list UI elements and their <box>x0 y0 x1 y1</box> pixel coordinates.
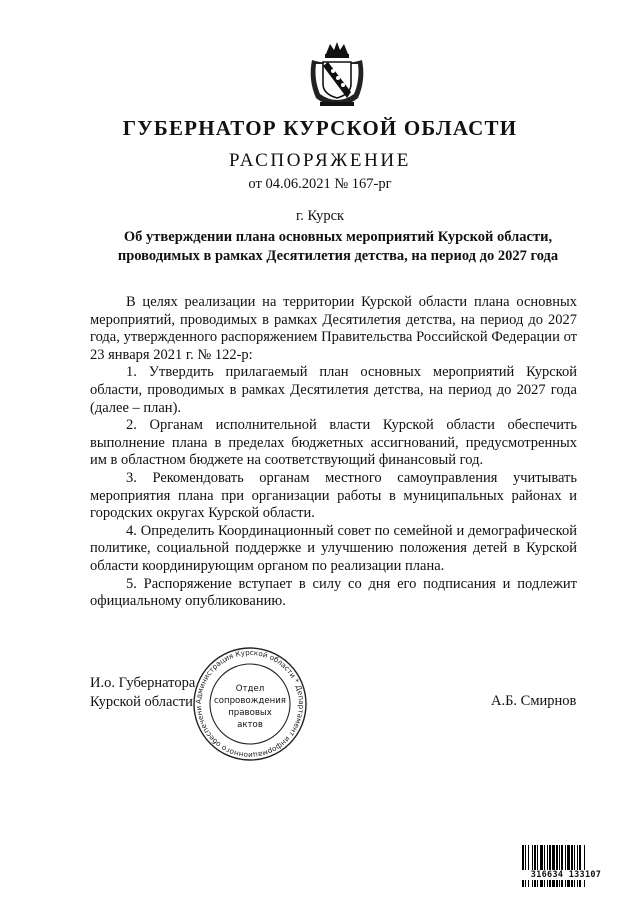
coat-of-arms-emblem <box>306 40 368 108</box>
signatory-position-line-2: Курской области <box>90 694 193 710</box>
clause-1: 1. Утвердить прилагаемый план основных мероприятий Курской области, проводимых в рамках Десятилетия детства, на период до 2027 года (далее – план). <box>90 364 577 416</box>
preamble-paragraph: В целях реализации на территории Курской области плана основных мероприятий, проводимых в рамках Десятилетия детства, на период до 2027 года, утвержденного распоряжением Правительства Российской Федерации от 23 января 2021 г. № 122-р: <box>90 294 577 363</box>
stamp-center-line-4: актов <box>237 720 263 730</box>
document-city: г. Курск <box>295 208 345 224</box>
subject-line-1: Об утверждении плана основных мероприятий Курской области, <box>123 229 553 245</box>
stamp-center-line-2: сопровождения <box>214 696 286 706</box>
document-type: РАСПОРЯЖЕНИЕ <box>229 150 411 171</box>
official-stamp <box>190 646 310 762</box>
clause-4: 4. Определить Координационный совет по семейной и демографической политике, социальной поддержке и улучшению положения детей в Курской области координирующим органом по реализации плана. <box>90 522 577 574</box>
stamp-center-line-1: Отдел <box>235 684 265 694</box>
document-date-number: от 04.06.2021 № 167-рг <box>248 176 392 192</box>
signatory-name: А.Б. Смирнов <box>491 693 577 709</box>
clause-5: 5. Распоряжение вступает в силу со дня его подписания и подлежит официальному опубликованию. <box>90 575 577 610</box>
barcode-number: 316634 133107 <box>522 870 610 880</box>
issuer-title: ГУБЕРНАТОР КУРСКОЙ ОБЛАСТИ <box>122 116 518 140</box>
clause-3: 3. Рекомендовать органам местного самоуправления учитывать мероприятия плана при организации работы в муниципальных районах и городских округах Курской области. <box>90 469 577 522</box>
stamp-center-line-3: правовых <box>228 708 272 718</box>
signatory-position-line-1: И.о. Губернатора <box>90 675 196 691</box>
clause-2: 2. Органам исполнительной власти Курской области обеспечить выполнение плана в пределах бюджетных ассигнований, предусмотренных им в областном бюджете на соответствующий финансовый год. <box>90 417 577 469</box>
document-body <box>90 294 577 611</box>
document-subject <box>100 228 576 266</box>
signatory-position <box>90 674 195 712</box>
stamp-ring-text: Администрация Курской области * Департамент информационного обеспечени <box>193 647 307 761</box>
subject-line-2: проводимых в рамках Десятилетия детства, на период до 2027 года <box>117 248 559 264</box>
document-barcode <box>522 845 610 887</box>
